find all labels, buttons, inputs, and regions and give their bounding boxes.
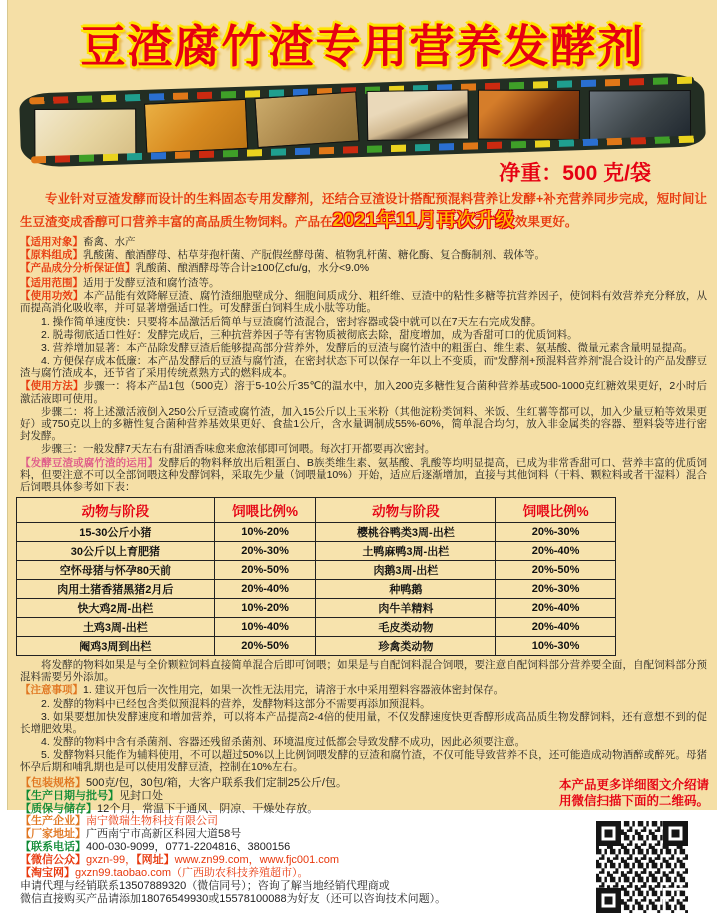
usage-step-2: 步骤二：将上述激活液倒入250公斤豆渣或腐竹渣，加入15公斤以上玉米粉（其他淀粉类饲料、米饭、生红薯等都可以，加入少量豆粕等效果更好）或750克以上的多糖性复合菌种营养基效果更好、食盐1公斤，含水量调制成55%-60%，简单混合均匀，放入非金属类的容器、塑料袋等进行密封发酵。 — [20, 405, 707, 443]
notice-4: 4. 发酵的物料中含有杀菌剂、容器还残留杀菌剂、环境温度过低都会导致发酵不成功，因此必须要注意。 — [41, 736, 526, 749]
footer-label: 【联系电话】 — [20, 841, 86, 854]
footer — [20, 777, 709, 920]
photo-film-strip — [12, 79, 713, 163]
cell: 阉鸡3周到出栏 — [17, 637, 215, 656]
qr-code-icon — [589, 814, 695, 920]
cell: 20%-40% — [496, 542, 616, 561]
cell: 10%-20% — [214, 523, 316, 542]
cell: 肉鹅3周-出栏 — [316, 561, 496, 580]
cell: 肉牛羊精料 — [316, 599, 496, 618]
cell: 20%-40% — [496, 599, 616, 618]
cell: 20%-30% — [496, 580, 616, 599]
footer-line-batch — [20, 790, 559, 803]
footer-label: 【生产日期与批号】 — [20, 789, 119, 802]
footer-info — [20, 777, 559, 920]
footer-value: 见封口处 — [119, 789, 163, 802]
wechat-id: gxzn-99， — [86, 854, 137, 867]
feeding-table — [16, 497, 616, 656]
spec-label: 【适用对象】 — [20, 235, 83, 248]
usage-label: 【使用方法】 — [20, 380, 84, 393]
cell: 20%-50% — [214, 561, 316, 580]
photo-dried-residue — [254, 91, 359, 148]
net-weight: 净重：500 克/袋 — [499, 162, 651, 185]
application-section — [20, 457, 707, 494]
effects-item-4: 4. 方便保存成本低廉：本产品发酵后的豆渣与腐竹渣，在密封状态下可以保存一年以上不变质，而“发酵剂+预混料营养剂”混合设计的产品发酵豆渣与腐竹渣成本，还节省了采用传统煮熟方式的燃料成本。 — [20, 355, 707, 380]
spec-line-ingredients — [20, 249, 707, 261]
cell: 10%-40% — [214, 618, 316, 637]
cell: 30公斤以上育肥猪 — [17, 542, 215, 561]
footer-line-manufacturer — [20, 815, 559, 828]
column-header-feed-ratio: 饲喂比例% — [214, 498, 316, 523]
table-row — [17, 599, 616, 618]
effects-section — [20, 290, 707, 314]
footer-line-package — [20, 777, 559, 790]
notice-3: 3. 如果要想加快发酵速度和增加营养，可以将本产品提高2-4倍的使用量，不仅发酵速度快更香醇形成高品质生物发酵饲料，还有意想不到的促长增肥效果。 — [20, 710, 707, 735]
cell: 空怀母猪与怀孕80天前 — [17, 561, 215, 580]
intro-paragraph — [20, 191, 707, 233]
feeding-table-header-row — [17, 498, 616, 523]
column-header-animal-stage: 动物与阶段 — [316, 498, 496, 523]
notice-5: 5. 发酵物料只能作为辅料使用，不可以超过50%以上比例饲喂发酵的豆渣和腐竹渣，不仅可能导致营养不良，还可能造成动物酒醉或醉死。母猪怀孕后期和哺乳期也是可以使用发酵豆渣，控制在10%左右。 — [20, 749, 707, 774]
spec-value: 适用于发酵豆渣和腐竹渣等。 — [83, 277, 220, 290]
body-sections — [20, 236, 707, 493]
footer-line-agent: 申请代理与经销联系13507889320（微信同号）；咨询了解当地经销代理商或 — [20, 880, 390, 893]
cell: 肉用土猪香猪黑猪2月后 — [17, 580, 215, 599]
effects-item-2: 2. 脱毒彻底适口性好：发酵完成后，三种抗营养因子等有害物质被彻底去除，甜度增加，成为香甜可口的优质饲料。 — [41, 328, 578, 341]
usage-step-1 — [20, 380, 707, 404]
footer-value: 广西南宁市高新区科园大道58号 — [86, 828, 242, 841]
cell: 土鸡3周-出栏 — [17, 618, 215, 637]
table-row — [17, 637, 616, 656]
table-row — [17, 580, 616, 599]
cell: 20%-30% — [496, 523, 616, 542]
application-label: 【发酵豆渣或腐竹渣的运用】 — [20, 456, 159, 469]
footer-label: 【质保与储存】 — [20, 802, 97, 815]
cell: 20%-40% — [496, 618, 616, 637]
film-strip-band — [19, 72, 706, 167]
cell: 10%-20% — [214, 599, 316, 618]
footer-label: 【厂家地址】 — [20, 828, 86, 841]
photo-pigs-feeding — [589, 90, 691, 141]
footer-label: 【淘宝网】 — [20, 867, 75, 880]
usage-step-1-text: 步骤一：将本产品1包（500克）溶于5-10公斤35℃的温水中，加入200克多糖性复合菌种营养基或500-1000克红糖效果更好，2小时后激活液即可使用。 — [20, 380, 708, 405]
product-label-page — [7, 0, 717, 906]
footer-line-purchase: 微信直接购买产品请添加18076549930或15578100088为好友（还可以咨询技术问题）。 — [20, 893, 447, 906]
photo-soybean-residue — [34, 108, 136, 159]
spec-line-scope — [20, 277, 707, 289]
effects-item-1: 1. 操作简单速度快：只要将本品激活后简单与豆渣腐竹渣混合，密封容器或袋中就可以在7天左右完成发酵。 — [41, 315, 542, 328]
spec-line-guaranteed-analysis — [20, 262, 707, 274]
table-note: 将发酵的物料如果是与全价颗粒饲料直接简单混合后即可饲喂；如果是与自配饲料混合饲喂，要注意自配饲料部分营养要全面，自配饲料部分预混料需要另外添加。 — [20, 659, 707, 684]
website-urls: www.zn99.com，www.fjc001.com — [174, 854, 340, 867]
cell: 20%-50% — [496, 561, 616, 580]
cell: 毛皮类动物 — [316, 618, 496, 637]
notice-1 — [20, 684, 707, 696]
spec-label: 【适用范围】 — [20, 277, 83, 290]
table-row — [17, 523, 616, 542]
spec-value: 乳酸菌、酿酒酵母、枯草芽孢杆菌、产朊假丝酵母菌、植物乳杆菌、糖化酶、复合酶制剂、载体等。 — [83, 248, 545, 261]
cell: 15-30公斤小猪 — [17, 523, 215, 542]
manufacturer-name: 南宁微瑞生物科技有限公司 — [86, 815, 218, 828]
intro-text-1: 专业针对豆渣发酵而设计的生料固态专用发酵剂，还结合豆渣设计搭配预混料营养让发酵+补充营养同步完成，短时间让生豆渣变成香醇可口营养丰富的高品质生物饲料。产品在 — [20, 192, 707, 229]
spec-value: 畜禽、水产 — [83, 235, 136, 248]
qr-note-line-2: 用微信扫描下面的二维码。 — [559, 793, 710, 808]
qr-panel — [559, 777, 709, 920]
footer-line-address — [20, 828, 559, 841]
photo-beancurd-stick-residue — [144, 99, 248, 154]
notice-1-text: 1. 建议开包后一次性用完，如果一次性无法用完，请溶于水中采用塑料容器液体密封保存。 — [83, 684, 505, 697]
footer-value: 500克/包，30包/箱，大客户联系我们定制25公斤/包。 — [86, 776, 347, 789]
column-header-animal-stage: 动物与阶段 — [17, 498, 215, 523]
spec-label: 【原料组成】 — [20, 248, 83, 261]
footer-value: 12个月，常温下于通风、阴凉、干燥处存放。 — [97, 802, 319, 815]
footer-line-wechat-web — [20, 854, 559, 867]
cell: 珍禽类动物 — [316, 637, 496, 656]
table-row — [17, 542, 616, 561]
notice-2: 2. 发酵的物料中已经包含类似预混料的营养，发酵物料这部分不需要再添加预混料。 — [41, 697, 431, 710]
cell: 20%-40% — [214, 580, 316, 599]
usage-step-3: 步骤三：一般发酵7天左右有甜酒香味愈来愈浓郁即可饲喂。每次打开都要再次密封。 — [41, 443, 436, 456]
cell: 樱桃谷鸭类3周-出栏 — [316, 523, 496, 542]
table-row — [17, 561, 616, 580]
cell: 20%-50% — [214, 637, 316, 656]
page-title: 豆渣腐竹渣专用营养发酵剂 — [80, 21, 645, 72]
phone-numbers: 400-030-9099，0771-2204816、3800156 — [86, 841, 291, 854]
photo-chickens — [478, 90, 580, 140]
photo-hand-mixing-process — [367, 90, 470, 141]
cell: 土鸭麻鸭3周-出栏 — [316, 542, 496, 561]
after-table-sections — [20, 659, 707, 774]
cell: 快大鸡2周-出栏 — [17, 599, 215, 618]
footer-label: 【包装规格】 — [20, 776, 86, 789]
notices-label: 【注意事项】 — [20, 684, 83, 697]
cell: 10%-30% — [496, 637, 616, 656]
spec-label: 【产品成分分析保证值】 — [20, 261, 136, 274]
footer-label: 【生产企业】 — [20, 815, 86, 828]
footer-line-storage — [20, 803, 559, 816]
footer-line-phone — [20, 841, 559, 854]
table-row — [17, 618, 616, 637]
cell: 种鸭鹅 — [316, 580, 496, 599]
intro-text-2: 效果更好。 — [514, 214, 578, 229]
effects-text: 本产品能有效降解豆渣、腐竹渣细胞壁成分、细胞间质成分、粗纤维、豆渣中的粘性多糖等抗营养因子，使饲料有效营养充分释放，从而提高消化吸收率，并可显著增强适口性。可发酵蛋白饲料生成小肽等功能。 — [20, 290, 707, 315]
footer-line-taobao — [20, 867, 559, 880]
footer-label: 【微信公众】 — [20, 854, 86, 867]
column-header-feed-ratio: 饲喂比例% — [496, 498, 616, 523]
application-text: 发酵后的物料释放出后粗蛋白、B族类维生素、氨基酸、乳酸等均明显提高，已成为非常香甜可口、营养丰富的优质饲料，但要注意不可以全部饲喂这种发酵饲料，采取先少量（饲喂量10%）开始，适应后逐渐增加，直接与其他饲料（干料、颗粒料或者干湿料）混合后饲喂具体参考如下表： — [20, 456, 707, 493]
qr-note — [559, 777, 709, 809]
spec-line-target-animals — [20, 236, 707, 248]
upgrade-highlight: 2021年11月再次升级 — [332, 209, 515, 231]
spec-value: 乳酸菌、酿酒酵母等合计≥100亿cfu/g，水分<9.0% — [135, 261, 370, 274]
taobao-url: gxzn99.taobao.com（广西助农科技养殖超市）。 — [75, 867, 309, 880]
qr-note-line-1: 本产品更多详细图文介绍请 — [559, 777, 710, 792]
effects-label: 【使用功效】 — [20, 290, 84, 303]
effects-item-3: 3. 营养增加显著：本产品除发酵豆渣后能够提高部分营养外，发酵后的豆渣与腐竹渣中的粗蛋白、维生素、氨基酸、微量元素含量明显提高。 — [41, 341, 694, 354]
footer-label: 【网址】 — [136, 854, 175, 867]
cell: 20%-30% — [214, 542, 316, 561]
